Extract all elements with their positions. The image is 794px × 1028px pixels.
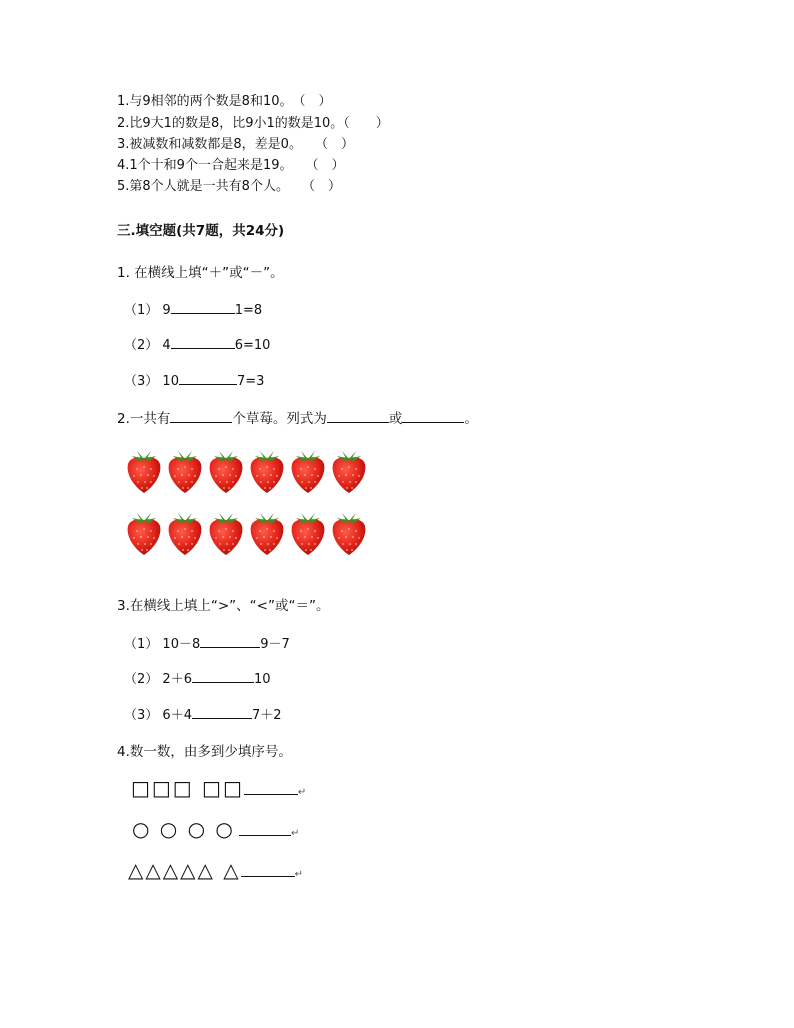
section-title: 三.填空题(共7题，共24分) (117, 223, 285, 239)
answer-blank[interactable] (241, 862, 295, 877)
tf-item-4: 4.1个十和9个一合起来是19。 （ ） (117, 158, 345, 173)
tf-item-3: 3.被减数和减数都是8，差是0。 （ ） (117, 137, 354, 152)
strawberry-icon (124, 447, 164, 495)
q1-item-2-left: 4 (162, 338, 171, 353)
strawberry-icon (329, 509, 369, 557)
answer-blank[interactable] (170, 408, 232, 423)
q3-item-2 (124, 668, 271, 687)
q1-item-3 (124, 370, 264, 389)
strawberry-icon (329, 447, 369, 495)
q3-item-1-num: （1） (124, 637, 159, 652)
tf-item-2: 2.比9大1的数是8，比9小1的数是10。（ ） (117, 116, 389, 131)
answer-blank[interactable] (171, 334, 235, 349)
strawberry-icon (247, 509, 287, 557)
q1-prompt: 1. 在横线上填“＋”或“－”。 (117, 265, 284, 281)
q1-item-2-num: （2） (124, 338, 159, 353)
q3-item-2-right: 10 (253, 672, 271, 687)
q4-prompt: 4.数一数，由多到少填序号。 (117, 744, 292, 760)
q1-item-1-right: 1=8 (234, 303, 263, 318)
circle-shapes: ○ ○ ○ ○ (132, 817, 235, 841)
strawberry-icon (124, 509, 164, 557)
q4-row-squares (131, 776, 306, 800)
answer-blank[interactable] (179, 370, 237, 385)
q3-item-3-num: （3） (124, 708, 159, 723)
answer-blank[interactable] (327, 408, 389, 423)
q2-prompt (117, 407, 478, 427)
tf-item-1: 1.与9相邻的两个数是8和10。 （ ） (117, 94, 332, 109)
q3-item-3-right: 7＋2 (251, 708, 282, 723)
square-shapes: □□□ □□ (131, 776, 244, 800)
q1-item-2 (124, 334, 270, 353)
q2-part1: 2.一共有 (117, 411, 171, 427)
q3-prompt: 3.在横线上填上“>”、“<”或“＝”。 (117, 598, 330, 614)
q3-item-3-left: 6＋4 (162, 708, 192, 723)
q2-part4: 。 (464, 411, 478, 427)
q1-item-3-num: （3） (124, 374, 159, 389)
answer-blank[interactable] (171, 299, 235, 314)
strawberry-icon (165, 509, 205, 557)
return-mark-icon: ↵ (294, 869, 304, 880)
strawberry-icon (288, 509, 328, 557)
q3-item-1-left: 10－8 (162, 637, 201, 652)
strawberry-icon (206, 509, 246, 557)
q1-item-3-left: 10 (162, 374, 179, 389)
q1-item-1 (124, 299, 262, 318)
q1-item-2-right: 6=10 (234, 338, 271, 353)
answer-blank[interactable] (402, 408, 464, 423)
answer-blank[interactable] (200, 633, 260, 648)
q1-item-3-right: 7=3 (236, 374, 265, 389)
answer-blank[interactable] (192, 704, 252, 719)
q4-row-triangles (128, 858, 303, 882)
answer-blank[interactable] (239, 821, 291, 836)
strawberry-icon (288, 447, 328, 495)
strawberry-icon (165, 447, 205, 495)
strawberry-icon (206, 447, 246, 495)
answer-blank[interactable] (192, 668, 254, 683)
q2-part2: 个草莓。列式为 (232, 411, 327, 427)
return-mark-icon: ↵ (297, 787, 307, 798)
return-mark-icon: ↵ (291, 828, 300, 839)
strawberry-icon (247, 447, 287, 495)
q1-item-1-left: 9 (162, 303, 171, 318)
q3-item-2-num: （2） (124, 672, 159, 687)
q1-item-1-num: （1） (124, 303, 159, 318)
q2-part3: 或 (388, 411, 403, 427)
answer-blank[interactable] (244, 780, 298, 795)
q3-item-1-right: 9－7 (260, 637, 290, 652)
tf-item-5: 5.第8个人就是一共有8个人。 （ ） (117, 179, 341, 194)
q3-item-2-left: 2＋6 (162, 672, 192, 687)
triangle-shapes: △△△△△ △ (128, 858, 241, 882)
q3-item-1 (124, 633, 290, 652)
q4-row-circles (132, 817, 299, 841)
q3-item-3 (124, 704, 282, 723)
